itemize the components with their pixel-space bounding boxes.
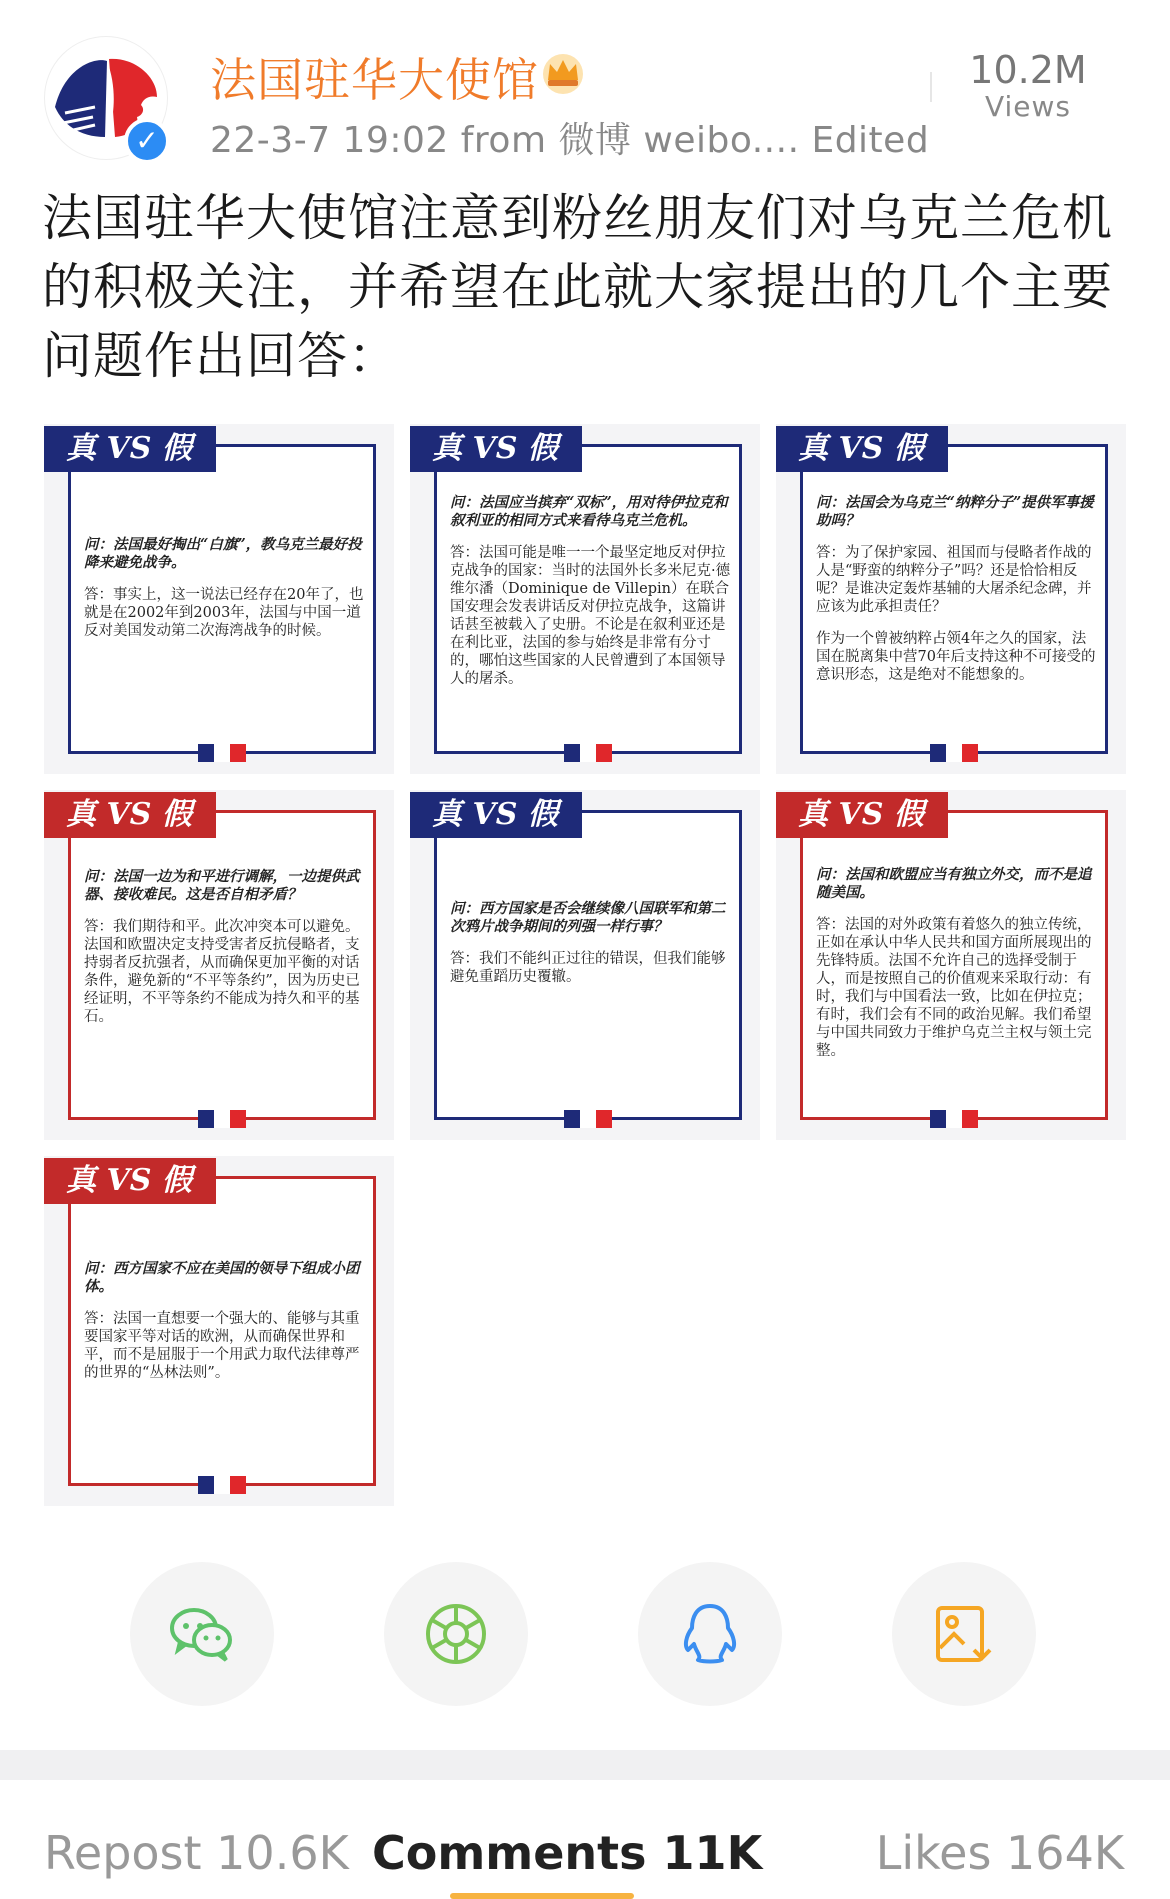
views-divider: [930, 72, 932, 102]
french-flag-icon: [198, 1476, 246, 1494]
card-answer: 答：法国一直想要一个强大的、能够与其重要国家平等对话的欧洲，从而确保世界和平，而不是屈服于一个用武力取代法律尊严的世界的“丛林法则”。: [84, 1311, 360, 1381]
image-card-4[interactable]: [44, 790, 394, 1140]
card-question: 问：法国最好掏出“白旗”，教乌克兰最好投降来避免战争。: [84, 536, 362, 571]
french-flag-icon: [930, 744, 978, 762]
tab-likes[interactable]: Likes 164K: [875, 1826, 1124, 1880]
card-tag: 真 VS 假: [44, 1158, 216, 1204]
active-tab-indicator: [450, 1893, 634, 1899]
card-answer: 答：事实上，这一说法已经存在20年了，也就是在2002年到2003年，法国与中国一道反对美国发动第二次海湾战争的时候。: [84, 587, 364, 639]
card-question: 问：西方国家是否会继续像八国联军和第二次鸦片战争期间的列强一样行事？: [450, 900, 726, 935]
card-question: 问：西方国家不应在美国的领导下组成小团体。: [84, 1260, 360, 1295]
french-flag-icon: [564, 1110, 612, 1128]
card-tag: 真 VS 假: [44, 426, 216, 472]
card-tag: 真 VS 假: [410, 792, 582, 838]
card-answer: 答：我们不能纠正过往的错误，但我们能够避免重蹈历史覆辙。: [450, 951, 726, 985]
card-question: 问：法国一边为和平进行调解，一边提供武器、接收难民。这是否自相矛盾？: [84, 868, 360, 903]
post-meta: 22-3-7 19:02 from 微博 weibo.... Edited: [210, 120, 930, 161]
image-card-2[interactable]: [410, 424, 760, 774]
save-image-icon: [928, 1598, 1000, 1670]
card-question: 问：法国会为乌克兰“纳粹分子”提供军事援助吗？: [816, 494, 1094, 529]
card-answer-2: 作为一个曾被纳粹占领4年之久的国家，法国在脱离集中营70年后支持这种不可接受的意识形态，这是绝对不能想象的。: [816, 631, 1096, 683]
share-moments-button[interactable]: [384, 1562, 528, 1706]
card-question: 问：法国和欧盟应当有独立外交，而不是追随美国。: [816, 866, 1092, 901]
french-flag-icon: [198, 744, 246, 762]
tab-comments[interactable]: Comments 11K: [372, 1826, 763, 1880]
card-answer: 答：我们期待和平。此次冲突本可以避免。法国和欧盟决定支持受害者反抗侵略者，支持弱者反抗强者，从而确保更加平衡的对话条件，避免新的“不平等条约”，因为历史已经证明，不平等条约不能成为持久和平的基石。: [84, 919, 360, 1025]
french-flag-icon: [564, 744, 612, 762]
views-label: Views: [984, 90, 1072, 123]
wechat-icon: [166, 1598, 238, 1670]
image-card-1[interactable]: [44, 424, 394, 774]
french-flag-icon: [198, 1110, 246, 1128]
qq-icon: [674, 1598, 746, 1670]
share-wechat-button[interactable]: [130, 1562, 274, 1706]
section-divider: [0, 1750, 1170, 1780]
card-answer: 答：法国可能是唯一一个最坚定地反对伊拉克战争的国家：当时的法国外长多米尼克·德维尔潘（Dominique de Villepin）在联合国安理会发表讲话反对伊拉克战争，这篇讲话甚至被载入了史册。不论是在叙利亚还是在利比亚，法国的参与始终是非常有分寸的，哪怕这些国家的人民曾遭到了本国领导人的屠杀。: [450, 545, 731, 687]
card-tag: 真 VS 假: [776, 792, 948, 838]
tab-repost[interactable]: Repost 10.6K: [44, 1826, 349, 1880]
french-flag-icon: [930, 1110, 978, 1128]
save-image-button[interactable]: [892, 1562, 1036, 1706]
card-tag: 真 VS 假: [776, 426, 948, 472]
views-count: 10.2M: [969, 48, 1087, 92]
image-card-6[interactable]: [776, 790, 1126, 1140]
image-card-7[interactable]: [44, 1156, 394, 1506]
post-text: 法国驻华大使馆注意到粉丝朋友们对乌克兰危机的积极关注，并希望在此就大家提出的几个主要问题作出回答：: [42, 189, 1113, 385]
crown-icon: [540, 50, 586, 96]
image-card-5[interactable]: [410, 790, 760, 1140]
share-qq-button[interactable]: [638, 1562, 782, 1706]
moments-icon: [420, 1598, 492, 1670]
card-answer: 答：为了保护家园、祖国而与侵略者作战的人是“野蛮的纳粹分子”吗？还是恰恰相反呢？是谁决定轰炸基辅的大屠杀纪念碑，并应该为此承担责任？: [816, 545, 1092, 615]
card-tag: 真 VS 假: [410, 426, 582, 472]
card-tag: 真 VS 假: [44, 792, 216, 838]
card-question: 问：法国应当摈弃“双标”，用对待伊拉克和叙利亚的相同方式来看待乌克兰危机。: [450, 494, 728, 529]
verified-icon: ✓: [124, 118, 170, 164]
card-answer: 答：法国的对外政策有着悠久的独立传统，正如在承认中华人民共和国方面所展现出的先锋特质。法国不允许自己的选择受制于人，而是按照自己的价值观来采取行动：有时，我们与中国看法一致，比如在伊拉克；有时，我们会有不同的政治见解。我们希望与中国共同致力于维护乌克兰主权与领土完整。: [816, 917, 1092, 1059]
username[interactable]: 法国驻华大使馆: [210, 53, 539, 107]
image-card-3[interactable]: [776, 424, 1126, 774]
